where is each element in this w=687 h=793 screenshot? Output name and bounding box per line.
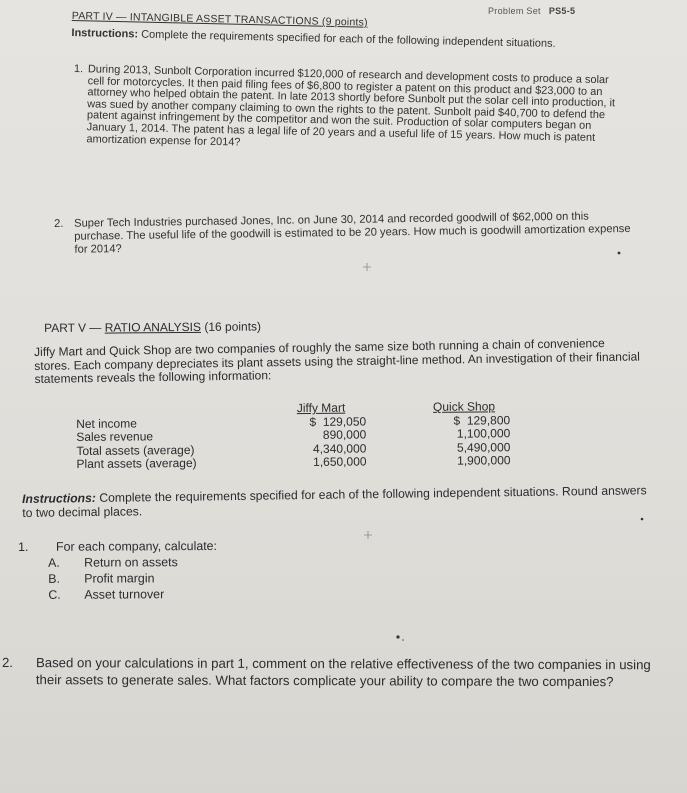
list-item: B. Profit margin	[48, 571, 155, 586]
table-cell: $ 129,800	[453, 412, 511, 428]
part4-question-2: 2. Super Tech Industries purchased Jones, Inc. on June 30, 2014 and recorded goodwill of $62,000 on this purchase. The useful life of the goodwill is estimated to be 20 years. How much is goodwill amortization expense for 2014?	[54, 210, 634, 258]
table-cell: $ 129,050	[309, 414, 367, 429]
part4-question-1: 1. During 2013, Sunbolt Corporation incurred $120,000 of research and development costs to produce a solar cell for motorcycles. It then paid filing fees of $6,800 to register a patent on this product and $23,000 to an attorney who helped obtain the patent. In late 2013 shortly before Sunbolt put the solar cell into production, it was sued by another company claiming to own the rights to the patent. Sunbolt paid $40,700 to defend the patent against infringement by the competitor and won the suit. Production of solar computers began on January 1, 2014. The patent has a legal life of 20 years and a useful life of 15 years. How much is patent amortization expense for 2014?	[72, 64, 619, 157]
part4-question-2-text: Super Tech Industries purchased Jones, Inc. on June 30, 2014 and recorded goodwill of $62,000 on this purchase. The useful life of the goodwill is estimated to be 20 years. How much is goodwill amortization expense for 2014?	[73, 210, 631, 257]
pen-dot-mark	[639, 516, 647, 524]
financial-info-table	[76, 399, 556, 472]
table-column-quick-shop	[418, 400, 511, 469]
table-label-column	[76, 403, 197, 472]
table-column-jiffy-mart	[276, 401, 367, 470]
table-cell: 1,650,000	[313, 454, 367, 470]
cursor-mark	[362, 262, 372, 272]
table-row-label: Net income	[76, 416, 137, 431]
list-item: C. Asset turnover	[48, 587, 165, 602]
column-header-quick-shop: Quick Shop	[432, 399, 496, 414]
part4-heading: PART IV — INTANGIBLE ASSET TRANSACTIONS (9 points)	[71, 10, 368, 29]
part5-heading: PART V — RATIO ANALYSIS (16 points)	[44, 319, 262, 335]
cursor-mark	[363, 530, 373, 540]
list-item: A. Return on assets	[48, 555, 178, 570]
table-row-label: Plant assets (average)	[76, 456, 197, 472]
table-cell: 1,100,000	[456, 426, 511, 441]
table-row-label: Sales revenue	[76, 429, 154, 445]
requirement-1-text: For each company, calculate:	[56, 538, 218, 554]
part5-intro: Jiffy Mart and Quick Shop are two companies of roughly the same size both running a chain of convenience stores. Each company depreciates its plant assets using the straight-line method. An investigation of their financial statements reveals the following information:	[33, 336, 641, 387]
problem-set-label: Problem Set PS5-5	[488, 6, 576, 16]
pen-dot-mark	[395, 633, 407, 643]
pen-dot-mark	[616, 250, 624, 258]
part4-header-block	[71, 10, 632, 53]
document-page: Problem Set PS5-5 PART IV — INTANGIBLE ASSET TRANSACTIONS (9 points) Instructions: Complete the requirements specified for each of the following independent situations. 1. During 2013, Sunbolt Corporation incurred $120,000 of research and development costs to produce a solar cell for motorcycles. It then paid filing fees of $6,800 to register a patent on this product and $23,000 to an attorney who helped obtain the patent. In late 2013 shortly before Sunbolt put the solar cell into production, it was sued by another company claiming to own the rights to the patent. Sunbolt paid $40,700 to defend the patent against infringement by the competitor and won the suit. Production of solar computers began on January 1, 2014. The patent has a legal life of 20 years and a useful life of 15 years. How much is patent amortization expense for 2014? 2. Super Tech Industries purchased Jones, Inc. on June 30, 2014 and recorded goodwill of $62,000 on this purchase. The useful life of the goodwill is estimated to be 20 years. How much is goodwill amortization expense for 2014? PART V — RATIO ANALYSIS (16 points) Jiffy Mart and Quick Shop are two companies of roughly the same size both running a chain of convenience stores. Each company depreciates its plant assets using the straight-line method. An investigation of their financial statements reveals the following information: Net income Sales revenue Total assets (average) Plant assets (average) Jiffy Mart $ 129,050 890,000 4,340,000 1,650,000 Quick Shop $ 129,800 1,100,000 5,490,000 1,900,000 Instructions: Complete the requirements specified for each of the following independent situations. Round answers to two decimal places. 1. For each company, calculate: A. Return on assets B. Profit margin C. Asset turnover 2. Based on your calculations in part 1, comment on the relative effectiveness of the two companies in using their assets to generate sales. What factors complicate your ability to compare the two companies?	[0, 0, 687, 793]
problem-set-code: PS5-5	[548, 6, 576, 16]
column-header-jiffy-mart: Jiffy Mart	[296, 400, 346, 416]
part4-instructions: Instructions: Complete the requirements specified for each of the following independent situations.	[71, 26, 556, 50]
requirement-2: 2. Based on your calculations in part 1, comment on the relative effectiveness of the two companies in using their assets to generate sales. What factors complicate your ability to compare the two companies?	[2, 655, 672, 691]
part5-instructions: Instructions: Complete the requirements specified for each of the following independent situations. Round answers to two decimal places.	[22, 483, 647, 520]
table-cell: 5,490,000	[456, 439, 511, 455]
requirement-2-text: Based on your calculations in part 1, comment on the relative effectiveness of the two companies in using their assets to generate sales. What factors complicate your ability to compare the two companies?	[35, 655, 651, 689]
part4-question-1-text: During 2013, Sunbolt Corporation incurred $120,000 of research and development costs to produce a solar cell for motorcycles. It then paid filing fees of $6,800 to register a patent on this product and $23,000 to an attorney who helped obtain the patent. In late 2013 shortly before Sunbolt put the solar cell into production, it was sued by another company claiming to own the rights to the patent. Sunbolt paid $40,700 to defend the patent against infringement by the competitor and won the suit. Production of solar computers began on January 1, 2014. The patent has a legal life of 20 years and a useful life of 15 years. How much is patent amortization expense for 2014?	[86, 63, 616, 149]
table-cell: 4,340,000	[312, 441, 367, 456]
table-row-label: Total assets (average)	[76, 442, 195, 458]
table-cell: 890,000	[322, 427, 367, 443]
table-cell: 1,900,000	[457, 453, 511, 469]
